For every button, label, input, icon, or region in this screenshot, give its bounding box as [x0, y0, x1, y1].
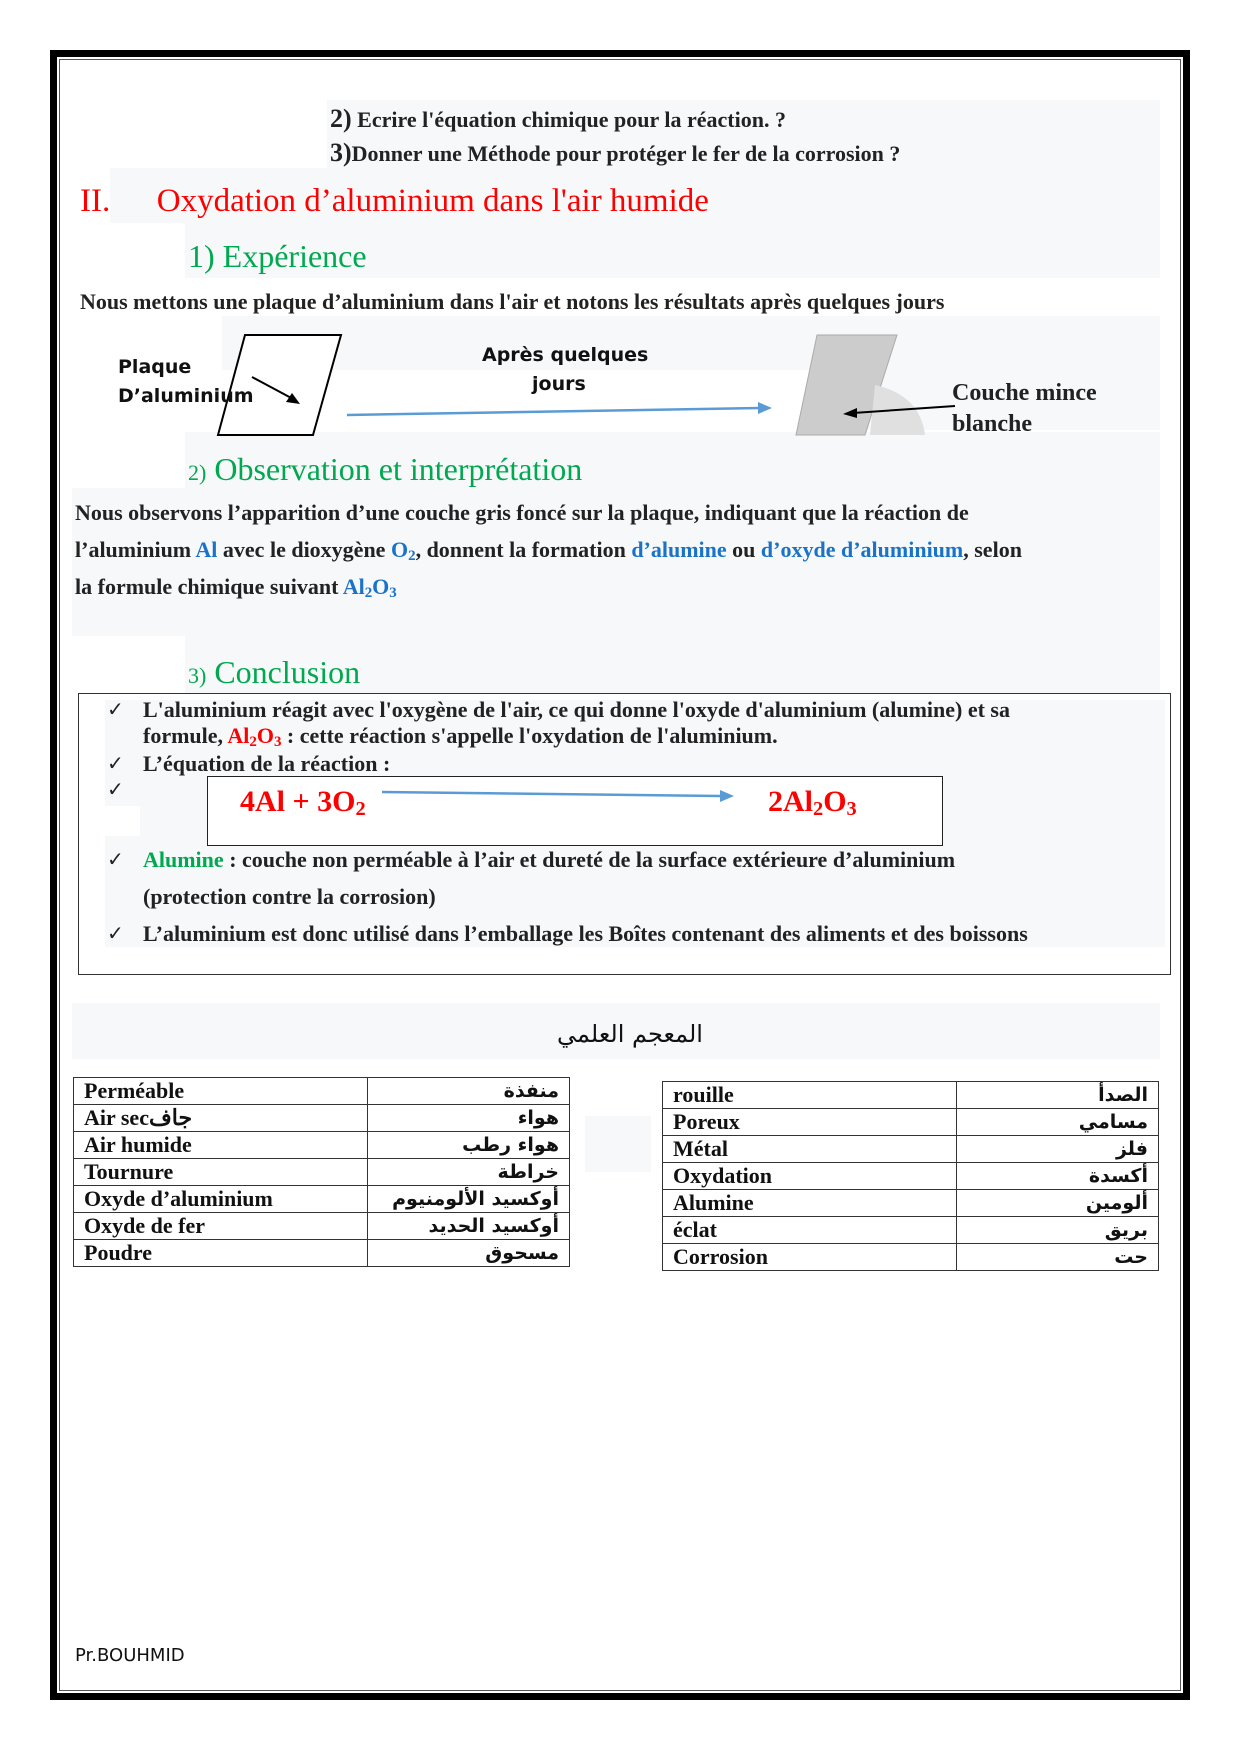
lexicon-row — [663, 1217, 1159, 1244]
lexicon-row — [663, 1190, 1159, 1217]
white-gap — [105, 806, 140, 836]
time-arrow-line — [347, 408, 760, 415]
lexicon-row — [74, 1078, 570, 1105]
term-alumine: d’alumine — [631, 537, 727, 562]
question-text: Ecrire l'équation chimique pour la réaction. ? — [357, 107, 786, 132]
lexicon-term-ar: أوكسيد الحديد — [368, 1213, 570, 1240]
lexicon-term-fr: rouille — [663, 1082, 957, 1109]
author-footer: Pr.BOUHMID — [75, 1645, 185, 1666]
question-number: 3) — [330, 138, 352, 167]
lexicon-term-ar: حت — [957, 1244, 1159, 1271]
question-3 — [330, 138, 900, 168]
lexicon-term-fr: Oxyde de fer — [74, 1213, 368, 1240]
lexicon-term-fr: Air secجاف — [74, 1105, 368, 1132]
lexicon-term-fr: Tournure — [74, 1159, 368, 1186]
equation-arrow-line — [382, 792, 720, 796]
lexicon-row — [74, 1132, 570, 1159]
lexicon-term-fr: Perméable — [74, 1078, 368, 1105]
term-alumine: Alumine — [143, 847, 224, 872]
conclusion-item-1-line-2: formule, $Al_2O_3$ : cette réaction s'appelle l'oxydation de l'aluminium. — [143, 723, 778, 750]
lexicon-term-ar: هواء رطب — [368, 1132, 570, 1159]
conclusion-item-4: L’aluminium est donc utilisé dans l’emballage les Boîtes contenant des aliments et des boissons — [143, 921, 1028, 946]
section-title: Oxydation d’aluminium dans l'air humide — [156, 183, 709, 219]
lexicon-term-fr: Poreux — [663, 1109, 957, 1136]
shade-lexicon-gap — [585, 1116, 651, 1172]
lexicon-table-left — [73, 1077, 570, 1267]
lexicon-term-fr: Oxydation — [663, 1163, 957, 1190]
question-2 — [330, 104, 786, 134]
observation-line-3: la formule chimique suivant $Al_2O_3$ — [75, 574, 397, 601]
equation-arrow-head — [720, 790, 734, 802]
conclusion-item-2: L’équation de la réaction : — [143, 751, 391, 776]
lexicon-term-ar: هواء — [368, 1105, 570, 1132]
formula-al2o3: $Al_2O_3$ — [227, 723, 282, 750]
equation-reactants: $4Al + 3O_2$ — [240, 785, 366, 821]
time-arrow-head — [758, 402, 772, 414]
check-icon: ✓ — [107, 697, 124, 721]
lexicon-row — [663, 1136, 1159, 1163]
equation-products: $2Al_2O_3$ — [768, 785, 857, 821]
lexicon-row — [74, 1186, 570, 1213]
conclusion-heading-num: 3) — [188, 663, 207, 688]
layer-label-line1: Couche mince — [952, 380, 1097, 406]
lexicon-term-fr: Corrosion — [663, 1244, 957, 1271]
lexicon-term-ar: فلز — [957, 1136, 1159, 1163]
experience-heading: 1) Expérience — [188, 238, 367, 274]
lexicon-row — [74, 1213, 570, 1240]
term-oxyde-aluminium: d’oxyde d’aluminium — [760, 537, 964, 562]
plate-label-line2: D’aluminium — [118, 385, 254, 407]
lexicon-term-fr: Poudre — [74, 1240, 368, 1267]
lexicon-term-ar: منفذة — [368, 1078, 570, 1105]
equation-arrow — [380, 786, 740, 806]
lexicon-table-right — [662, 1081, 1159, 1271]
lexicon-row — [74, 1159, 570, 1186]
symbol-o2: $O_2$ — [390, 537, 416, 564]
lexicon-row — [663, 1244, 1159, 1271]
lexicon-row — [74, 1240, 570, 1267]
lexicon-term-ar: مسحوق — [368, 1240, 570, 1267]
lexicon-term-fr: éclat — [663, 1217, 957, 1244]
arrow-label-line1: Après quelques — [482, 344, 649, 366]
question-number: 2) — [330, 104, 352, 133]
question-text: Donner une Méthode pour protéger le fer de la corrosion ? — [351, 141, 901, 166]
lexicon-row — [663, 1163, 1159, 1190]
observation-heading-num: 2) — [188, 460, 207, 485]
check-icon: ✓ — [107, 847, 124, 871]
conclusion-item-3-line-2: (protection contre la corrosion) — [143, 884, 436, 909]
lexicon-row — [74, 1105, 570, 1132]
formula-al2o3: $Al_2O_3$ — [342, 574, 397, 601]
lexicon-term-fr: Métal — [663, 1136, 957, 1163]
symbol-al: Al — [195, 537, 218, 562]
experience-intro: Nous mettons une plaque d’aluminium dans l'air et notons les résultats après quelques jours — [80, 289, 945, 314]
observation-heading-text: Observation et interprétation — [206, 451, 583, 487]
plate-label-line1: Plaque — [118, 356, 192, 378]
observation-heading — [188, 451, 582, 488]
conclusion-item-1-line-1: L'aluminium réagit avec l'oxygène de l'air, ce qui donne l'oxyde d'aluminium (alumine) et sa — [143, 697, 1010, 722]
lexicon-row — [663, 1109, 1159, 1136]
check-icon: ✓ — [107, 751, 124, 775]
check-icon: ✓ — [107, 777, 124, 801]
conclusion-item-3-line-1: Alumine : couche non perméable à l’air et dureté de la surface extérieure d’aluminium — [143, 847, 956, 872]
lexicon-row — [663, 1082, 1159, 1109]
layer-label-line2: blanche — [952, 411, 1033, 437]
lexicon-term-fr: Alumine — [663, 1190, 957, 1217]
section-numeral: II. — [80, 183, 111, 219]
observation-line-2: l’aluminium Al avec le dioxygène $O_2$, donnent la formation d’alumine ou d’oxyde d’aluminium, selon — [75, 537, 1022, 564]
lexicon-term-ar: أوكسيد الألومنيوم — [368, 1186, 570, 1213]
lexicon-term-ar: الصدأ — [957, 1082, 1159, 1109]
lexicon-term-ar: مسامي — [957, 1109, 1159, 1136]
arrow-label-line2: jours — [532, 373, 586, 395]
lexicon-term-ar: ألومين — [957, 1190, 1159, 1217]
lexicon-term-ar: بريق — [957, 1217, 1159, 1244]
lexicon-term-ar: أكسدة — [957, 1163, 1159, 1190]
lexicon-term-fr: Oxyde d’aluminium — [74, 1186, 368, 1213]
check-icon: ✓ — [107, 921, 124, 945]
conclusion-heading-text: Conclusion — [214, 654, 361, 690]
conclusion-heading — [188, 654, 360, 691]
lexicon-term-ar: خراطة — [368, 1159, 570, 1186]
lexicon-term-fr: Air humide — [74, 1132, 368, 1159]
lexicon-title: المعجم العلمي — [557, 1020, 703, 1048]
observation-line-1: Nous observons l’apparition d’une couche gris foncé sur la plaque, indiquant que la réaction de — [75, 500, 969, 525]
section-heading — [80, 183, 709, 220]
